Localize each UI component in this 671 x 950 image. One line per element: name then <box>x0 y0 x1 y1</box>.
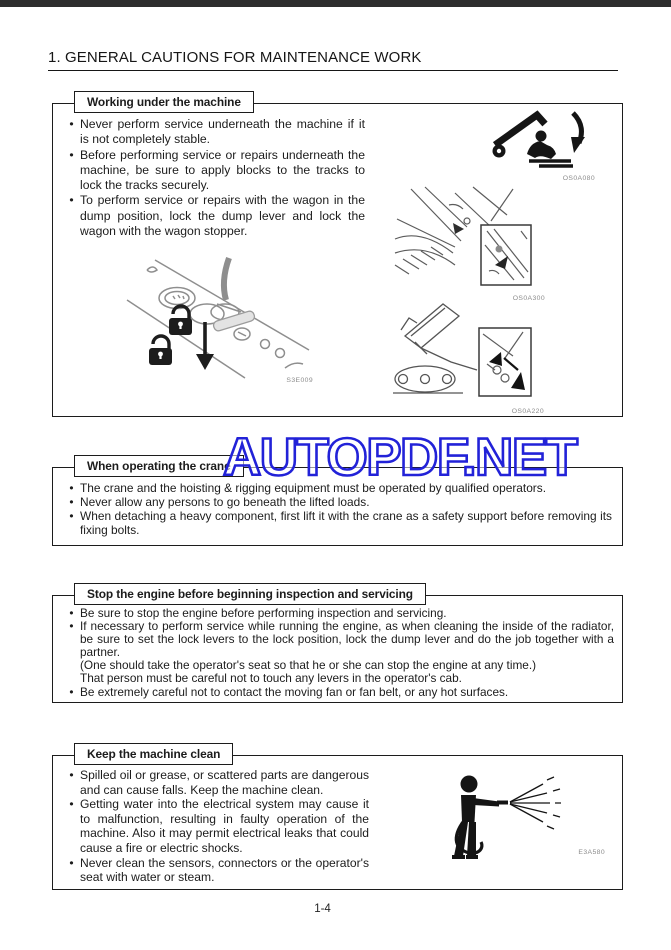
bullet-marker: • <box>69 606 74 620</box>
bullet-continuation: (One should take the operator's seat so that he or she can stop the engine at any time.) <box>80 658 537 673</box>
section-working-under-machine <box>52 95 623 417</box>
figure-dump-lever-lock <box>125 256 315 392</box>
bullet-marker: • <box>69 147 74 162</box>
stop-engine-bullet-list <box>63 607 614 699</box>
bullet-continuation: That person must be careful not to touch any levers in the operator's cab. <box>80 671 462 686</box>
title-underline <box>48 70 618 71</box>
bullet-marker: • <box>69 193 74 208</box>
keep-clean-bullet-list <box>63 768 369 885</box>
padlock-icon <box>169 306 192 335</box>
bullet-marker: • <box>69 619 74 634</box>
bullet-marker: • <box>69 797 74 812</box>
figure-code: S3E009 <box>286 377 313 384</box>
bullet-marker: • <box>69 509 74 524</box>
figure-code: OS0A080 <box>562 175 595 182</box>
bullet-marker: • <box>69 684 74 699</box>
heading-stop-engine: Stop the engine before beginning inspection and servicing <box>74 583 426 605</box>
bullet-text: Be sure to stop the engine before performing inspection and servicing. <box>80 606 447 620</box>
padlock-icon <box>149 336 172 365</box>
list-item <box>63 768 369 797</box>
heading-keep-clean: Keep the machine clean <box>74 743 233 765</box>
list-item <box>63 620 614 659</box>
section-keep-clean <box>52 747 623 890</box>
list-item <box>63 495 612 509</box>
list-item <box>63 117 365 148</box>
bullet-text: The crane and the hoisting & rigging equipment must be operated by qualified operators. <box>80 481 547 495</box>
bullet-text: Never clean the sensors, connectors or the operator's seat with water or steam. <box>80 855 369 885</box>
list-item <box>63 797 369 855</box>
person-spraying-water-icon <box>437 772 562 864</box>
figure-tipping-hazard <box>445 109 595 182</box>
down-arrow-icon <box>196 322 214 370</box>
bullet-marker: • <box>69 495 74 510</box>
working-under-bullet-list <box>63 117 365 239</box>
bullet-marker: • <box>69 855 74 870</box>
dump-bed-tipping-icon <box>445 109 595 169</box>
bullet-text: Spilled oil or grease, or scattered parts are dangerous and can cause falls. Keep the machine clean. <box>80 768 369 797</box>
bullet-text: Before performing service or repairs underneath the machine, be sure to apply blocks to the tracks to lock the tracks securely. <box>80 147 365 193</box>
list-item <box>63 856 369 885</box>
bullet-marker: • <box>69 481 74 495</box>
bullet-text: If necessary to perform service while running the engine, as when cleaning the inside of the radiator, be sure to set the lock levers to the lock position, lock the dump lever and do the job together with a partner. <box>80 619 614 660</box>
bullet-marker: • <box>69 768 74 782</box>
bullet-text: When detaching a heavy component, first lift it with the crane as a safety support before removing its fixing bolts. <box>80 509 612 538</box>
section-stop-engine <box>52 587 623 703</box>
wagon-stopper-drawing-icon <box>391 300 544 402</box>
window-top-edge <box>0 0 671 7</box>
heading-working-under-machine: Working under the machine <box>74 91 254 113</box>
figure-code: OS0A220 <box>511 408 544 415</box>
figure-wagon-stopper <box>391 300 544 415</box>
heading-operating-crane: When operating the crane <box>74 455 244 477</box>
page-number: 1-4 <box>314 903 331 915</box>
figure-track-block <box>393 185 545 302</box>
dump-lever-lock-drawing-icon <box>125 256 315 386</box>
page-title: 1. GENERAL CAUTIONS FOR MAINTENANCE WORK <box>48 49 422 66</box>
watermark: AUTOPDF.NET <box>223 428 577 487</box>
list-item <box>63 193 365 239</box>
bullet-text: Be extremely careful not to contact the moving fan or fan belt, or any hot surfaces. <box>80 684 509 699</box>
bullet-text: Never perform service underneath the machine if it is not completely stable. <box>80 117 365 147</box>
bullet-marker: • <box>69 117 74 131</box>
figure-code: E3A580 <box>578 849 605 856</box>
crane-bullet-list <box>63 481 612 537</box>
bullet-text: Getting water into the electrical system may cause it to malfunction, resulting in faulty operation of the machine. Also it may permit electrical leaks that could cause a fire or electric shocks. <box>80 797 369 855</box>
track-block-drawing-icon <box>393 185 545 289</box>
bullet-text: Never allow any persons to go beneath the lifted loads. <box>80 495 370 510</box>
figure-code: OS0A300 <box>512 295 545 302</box>
figure-washing-pictogram <box>415 772 605 872</box>
list-item <box>63 148 365 194</box>
bullet-text: To perform service or repairs with the wagon in the dump position, lock the dump lever and lock the wagon with the wagon stopper. <box>80 193 365 239</box>
list-item <box>63 509 612 537</box>
list-item <box>63 686 614 699</box>
